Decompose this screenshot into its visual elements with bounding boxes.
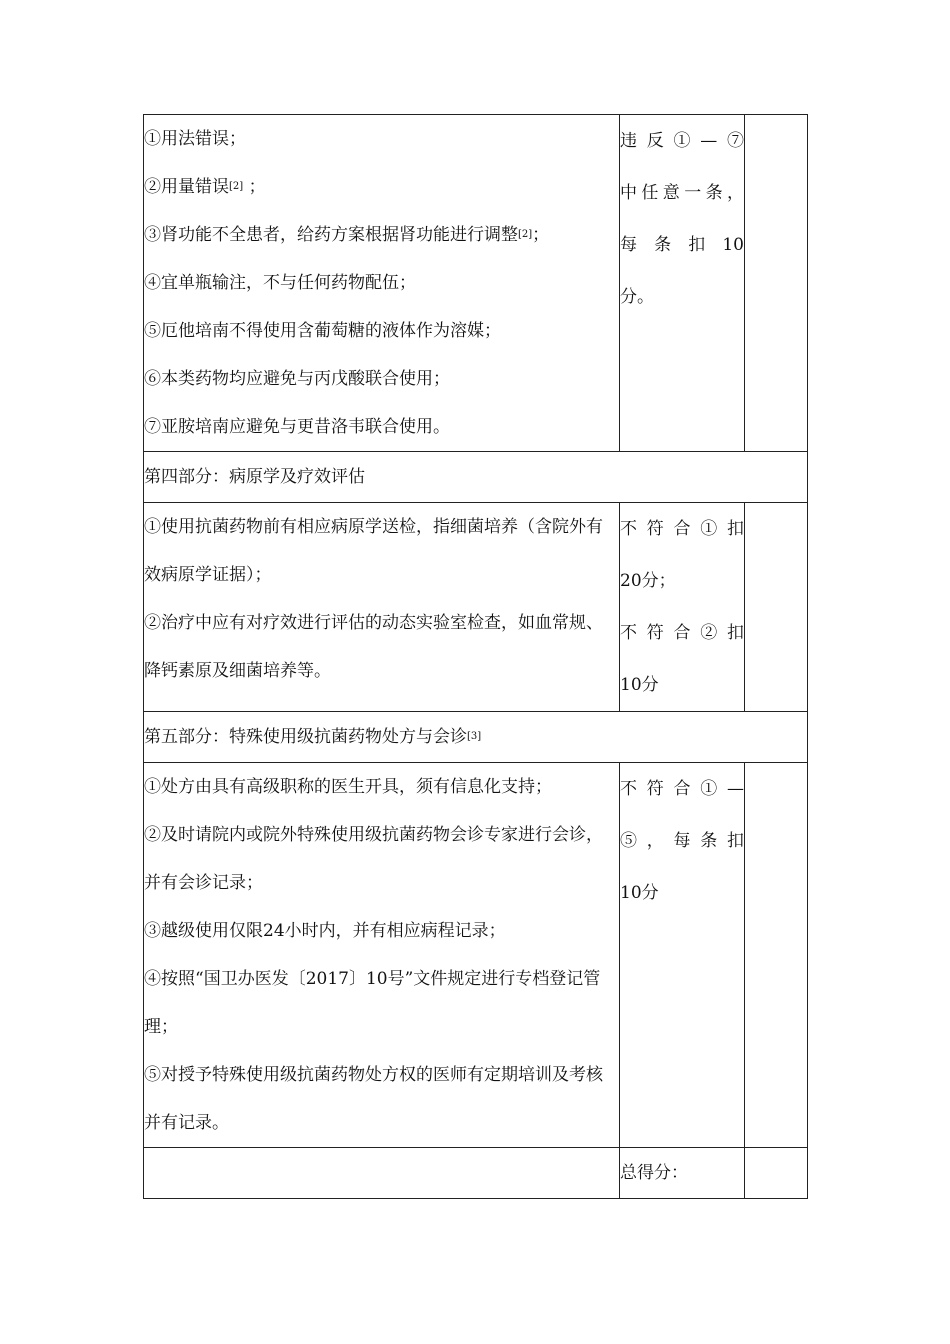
list-item: ⑦亚胺培南应避免与更昔洛韦联合使用。 [144, 417, 450, 437]
deduction-cell [620, 503, 745, 712]
section-title: 第五部分：特殊使用级抗菌药物处方与会诊[3] [144, 712, 808, 763]
list-item: ①处方由具有高级职称的医生开具，须有信息化支持； [144, 777, 552, 797]
deduction-text: 不符合②扣 [620, 623, 744, 643]
table-row [144, 115, 808, 452]
list-item: ②及时请院内或院外特殊使用级抗菌药物会诊专家进行会诊，并有会诊记录； [144, 825, 603, 893]
total-blank-cell [144, 1148, 620, 1199]
section-header-row [144, 452, 808, 503]
evaluation-table [143, 114, 808, 1199]
deduction-text: 10分 [620, 675, 659, 695]
criteria-cell [144, 503, 620, 712]
deduction-text: 每 条 扣 10 [620, 235, 744, 255]
list-item: ①使用抗菌药物前有相应病原学送检，指细菌培养（含院外有效病原学证据）； [144, 517, 603, 585]
deduction-cell [620, 763, 745, 1148]
deduction-text: 20分； [620, 571, 676, 591]
list-item: ③肾功能不全患者，给药方案根据肾功能进行调整[2]； [144, 225, 550, 245]
score-blank-cell [745, 763, 808, 1148]
deduction-text: 分。 [620, 287, 654, 307]
total-row [144, 1148, 808, 1199]
deduction-text: 违反①—⑦ [620, 131, 744, 151]
deduction-text: 不符合①— [620, 779, 744, 799]
deduction-text: ⑤，每条扣 [620, 831, 744, 851]
list-item: ⑤对授予特殊使用级抗菌药物处方权的医师有定期培训及考核并有记录。 [144, 1065, 603, 1133]
reference-marker: [2] [518, 229, 533, 240]
list-item: ②治疗中应有对疗效进行评估的动态实验室检查，如血常规、降钙素原及细菌培养等。 [144, 613, 603, 681]
criteria-cell [144, 115, 620, 452]
score-blank-cell [745, 503, 808, 712]
deduction-text: 10分 [620, 883, 659, 903]
reference-marker: [2] [229, 181, 244, 192]
section-header-row [144, 712, 808, 763]
list-item: ⑤厄他培南不得使用含葡萄糖的液体作为溶媒； [144, 321, 501, 341]
table-row [144, 503, 808, 712]
deduction-cell [620, 115, 745, 452]
list-item: ④宜单瓶输注，不与任何药物配伍； [144, 273, 416, 293]
list-item: ③越级使用仅限24小时内，并有相应病程记录； [144, 921, 506, 941]
total-label: 总得分： [620, 1148, 745, 1199]
total-score-cell [745, 1148, 808, 1199]
score-blank-cell [745, 115, 808, 452]
criteria-cell [144, 763, 620, 1148]
deduction-text: 不符合①扣 [620, 519, 744, 539]
reference-marker: [3] [467, 731, 482, 742]
list-item: ①用法错误； [144, 129, 246, 149]
list-item: ②用量错误[2] ； [144, 177, 266, 197]
list-item: ⑥本类药物均应避免与丙戊酸联合使用； [144, 369, 450, 389]
table-row [144, 763, 808, 1148]
section-title: 第四部分：病原学及疗效评估 [144, 452, 808, 503]
deduction-text: 中任意一条， [620, 183, 744, 203]
list-item: ④按照“国卫办医发〔2017〕10号”文件规定进行专档登记管理； [144, 969, 601, 1037]
